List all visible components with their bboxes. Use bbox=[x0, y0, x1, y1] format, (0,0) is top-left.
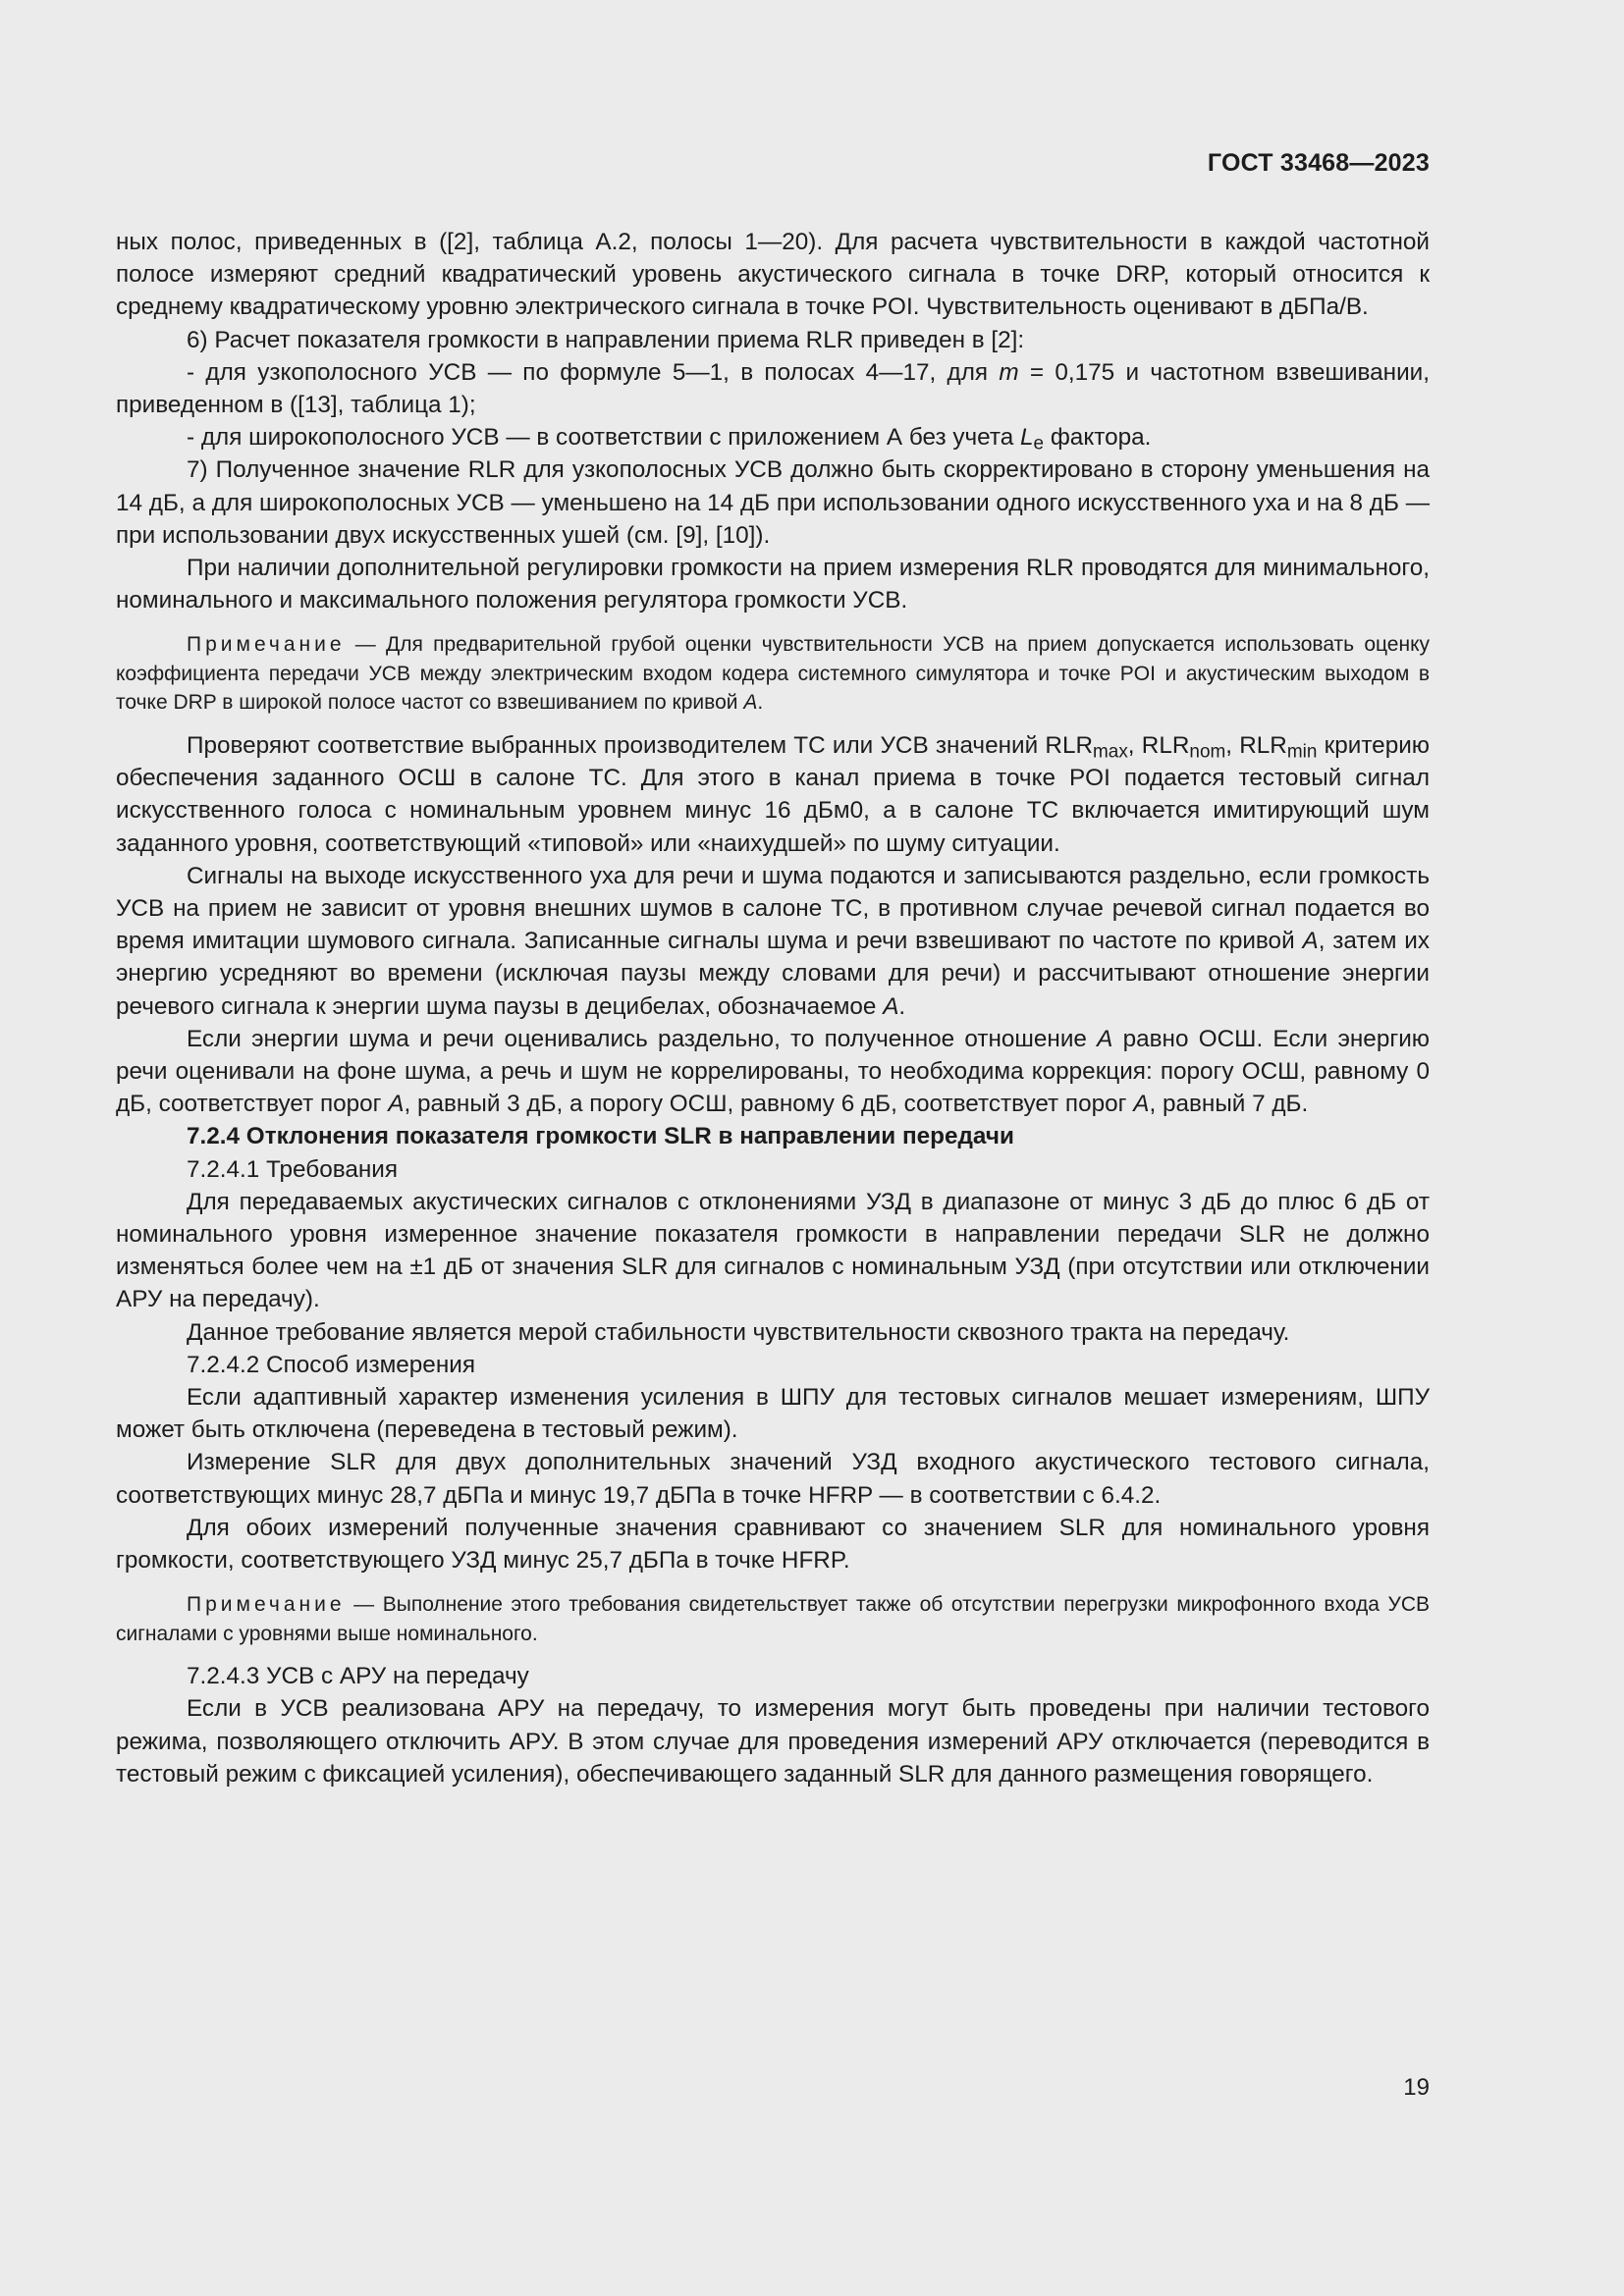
note: Примечание — Выполнение этого требования свидетельствует также об отсутствии перегрузки микрофонного входа УСВ сигналами с уровнями выше номинального. bbox=[116, 1593, 1430, 1645]
note-label: Примечание bbox=[187, 1593, 346, 1617]
paragraph: Для обоих измерений полученные значения сравнивают со значением SLR для номинального уровня громкости, соответствующего УЗД минус 25,7 дБПа в точке HFRP. bbox=[116, 1514, 1430, 1575]
subsection-heading: 7.2.4.2 Способ измерения bbox=[187, 1351, 475, 1378]
note: Примечание — Для предварительной грубой оценки чувствительности УСВ на прием допускается использовать оценку коэффициента передачи УСВ между электрическим входом кодера системного симулятора и точке POI и акустическим выходом в точке DRP в широкой полосе частот со взвешиванием по кривой А. bbox=[116, 633, 1430, 715]
subsection-heading: 7.2.4.1 Требования bbox=[187, 1155, 399, 1183]
paragraph: 6) Расчет показателя громкости в направлении приема RLR приведен в [2]: bbox=[187, 326, 1025, 353]
document-header: ГОСТ 33468—2023 bbox=[1207, 149, 1430, 177]
paragraph: При наличии дополнительной регулировки громкости на прием измерения RLR проводятся для минимального, номинального и максимального положения регулятора громкости УСВ. bbox=[116, 555, 1430, 614]
note-label: Примечание bbox=[187, 633, 346, 657]
document-body bbox=[116, 226, 1430, 1790]
page-number: 19 bbox=[1403, 2074, 1430, 2101]
paragraph: - для узкополосного УСВ — по формуле 5—1, в полосах 4—17, для m = 0,175 и частотном взвешивании, приведенном в ([13], таблица 1); bbox=[116, 358, 1430, 419]
paragraph: Измерение SLR для двух дополнительных значений УЗД входного акустического тестового сигнала, соответствующих минус 28,7 дБПа и минус 19,7 дБПа в точке HFRP — в соответствии с 6.4.2. bbox=[116, 1449, 1430, 1509]
paragraph: Данное требование является мерой стабильности чувствительности сквозного тракта на передачу. bbox=[187, 1318, 1290, 1346]
paragraph: Если адаптивный характер изменения усиления в ШПУ для тестовых сигналов мешает измерениям, ШПУ может быть отключена (переведена в тестовый режим). bbox=[116, 1384, 1430, 1444]
subsection-heading: 7.2.4.3 УСВ с АРУ на передачу bbox=[187, 1663, 529, 1690]
paragraph: Сигналы на выходе искусственного уха для речи и шума подаются и записываются раздельно, если громкость УСВ на прием не зависит от уровня внешних шумов в салоне ТС, в противном случае речевой сигнал подается во время имитации шумового сигнала. Записанные сигналы шума и речи взвешивают по частоте по кривой А, затем их энергию усредняют во времени (исключая паузы между словами для речи) и рассчитывают отношение энергии речевого сигнала к энергии шума паузы в децибелах, обозначаемое А. bbox=[116, 862, 1430, 1020]
paragraph: Если в УСВ реализована АРУ на передачу, то измерения могут быть проведены при наличии тестового режима, позволяющего отключить АРУ. В этом случае для проведения измерений АРУ отключается (переводится в тестовый режим с фиксацией усиления), обеспечивающего заданный SLR для данного размещения говорящего. bbox=[116, 1695, 1430, 1788]
paragraph: Проверяют соответствие выбранных производителем ТС или УСВ значений $RLR_{max}$, $RLR_{nom}$, $RLR_{min}$ критерию обеспечения заданного ОСШ в салоне ТС. Для этого в канал приема в точке POI подается тестовый сигнал искусственного голоса с номинальным уровнем минус 16 дБм0, а в салоне ТС включается имитирующий шум заданного уровня, соответствующий «типовой» или «наихудшей» по шуму ситуации. bbox=[116, 731, 1431, 857]
paragraph: Для передаваемых акустических сигналов с отклонениями УЗД в диапазоне от минус 3 дБ до плюс 6 дБ от номинального уровня измеренное значение показателя громкости в направлении передачи SLR не должно изменяться более чем на ±1 дБ от значения SLR для сигналов с номинальным УЗД (при отсутствии или отключении АРУ на передачу). bbox=[116, 1188, 1430, 1313]
section-heading: 7.2.4 Отклонения показателя громкости SLR в направлении передачи bbox=[187, 1123, 1014, 1150]
paragraph: - для широкополосного УСВ — в соответствии с приложением А без учета $L_e$ фактора. bbox=[187, 424, 1152, 454]
paragraph: 7) Полученное значение RLR для узкополосных УСВ должно быть скорректировано в сторону уменьшения на 14 дБ, а для широкополосных УСВ — уменьшено на 14 дБ при использовании одного искусственного уха и на 8 дБ — при использовании двух искусственных ушей (см. [9], [10]). bbox=[116, 456, 1430, 549]
paragraph: Если энергии шума и речи оценивались раздельно, то полученное отношение А равно ОСШ. Если энергию речи оценивали на фоне шума, а речь и шум не коррелированы, то необходима коррекция: порогу ОСШ, равному 0 дБ, соответствует порог А, равный 3 дБ, а порогу ОСШ, равному 6 дБ, соответствует порог А, равный 7 дБ. bbox=[116, 1025, 1430, 1118]
paragraph: ных полос, приведенных в ([2], таблица А.2, полосы 1—20). Для расчета чувствительности в каждой частотной полосе измеряют средний квадратический уровень акустического сигнала в точке DRP, который относится к среднему квадратическому уровню электрического сигнала в точке POI. Чувствительность оценивают в дБПа/В. bbox=[116, 229, 1430, 321]
